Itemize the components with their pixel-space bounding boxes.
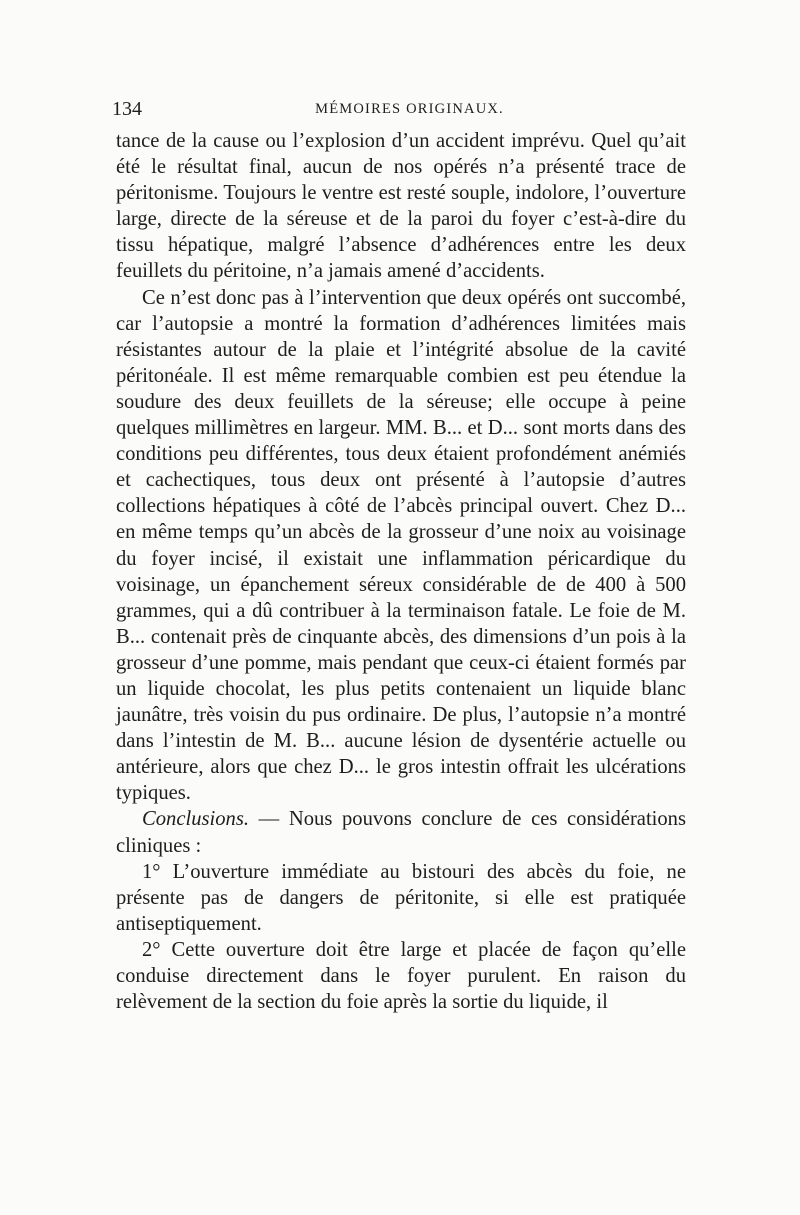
conclusions-text: — Nous pouvons conclure de ces considérations cliniques : bbox=[116, 808, 686, 857]
running-title: MÉMOIRES ORIGINAUX. bbox=[315, 101, 504, 117]
paragraph-continuation: tance de la cause ou l’explosion d’un accident imprévu. Quel qu’ait été le résultat final, aucun de nos opérés n’a présenté trace de péritonisme. Toujours le ventre est resté souple, indolore, l’ouverture large, directe de la séreuse et de la paroi du foyer c’est-à-dire du tissu hépatique, malgré l’absence d’adhérences entre les deux feuillets du péritoine, n’a jamais amené d’accidents. bbox=[116, 130, 686, 283]
conclusion-item-1: 1° L’ouverture immédiate au bistouri des abcès du foie, ne présente pas de dangers de péritonite, si elle est pratiquée antiseptiquement. bbox=[116, 860, 686, 935]
paragraph-conclusions bbox=[116, 806, 686, 858]
paragraph-autopsy: Ce n’est donc pas à l’intervention que deux opérés ont succombé, car l’autopsie a montré la formation d’adhérences limitées mais résistantes autour de la plaie et l’intégrité absolue de la cavité péritonéale. Il est même remarquable combien est peu étendue la soudure des deux feuillets de la séreuse; elle occupe à peine quelques millimètres en largeur. MM. B... et D... sont morts dans des conditions peu différentes, tous deux étaient profondément anémiés et cachectiques, tous deux ont présenté à l’autopsie d’autres collections hépatiques à côté de l’abcès principal ouvert. Chez D... en même temps qu’un abcès de la grosseur d’une noix au voisinage du foyer incisé, il existait une inflammation péricardique du voisinage, un épanchement séreux considérable de de 400 à 500 grammes, qui a dû contribuer à la terminaison fatale. Le foie de M. B... contenait près de cinquante abcès, des dimensions d’un pois à la grosseur d’une pomme, mais pendant que ceux-ci étaient formés par un liquide chocolat, les plus petits contenaient un liquide blanc jaunâtre, très voisin du pus ordinaire. De plus, l’autopsie n’a montré dans l’intestin de M. B... aucune lésion de dysentérie actuelle ou antérieure, alors que chez D... le gros intestin offrait les ulcérations typiques. bbox=[116, 286, 686, 805]
page-header bbox=[112, 96, 687, 122]
body-text bbox=[116, 128, 686, 1015]
page-number: 134 bbox=[112, 98, 142, 120]
conclusion-item-2: 2° Cette ouverture doit être large et placée de façon qu’elle conduise directement dans le foyer purulent. En raison du relèvement de la section du foie après la sortie du liquide, il bbox=[116, 938, 686, 1014]
conclusions-label: Conclusions. bbox=[142, 808, 249, 831]
